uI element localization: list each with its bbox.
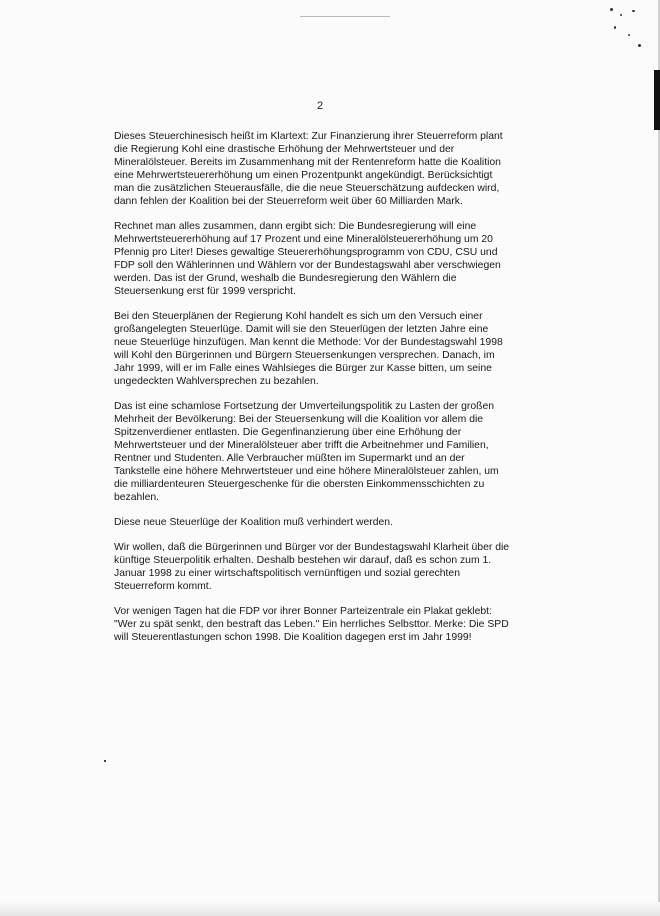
text-line: bezahlen.	[114, 492, 160, 503]
text-line: FDP soll den Wählerinnen und Wählern vor der Bundestagswahl aber verschwiegen	[114, 260, 501, 271]
scan-artifact-corner	[606, 4, 646, 54]
document-body	[114, 130, 544, 656]
text-line: Jahr 1999, will er im Falle eines Wahlsieges die Bürger zur Kasse bitten, um seine	[114, 363, 492, 374]
paragraph-3	[114, 310, 544, 388]
text-line: ungedeckten Wahlversprechen zu bezahlen.	[114, 376, 319, 387]
text-line: Bei den Steuerplänen der Regierung Kohl handelt es sich um den Versuch einer	[114, 311, 483, 322]
scan-artifact-line	[300, 16, 390, 17]
text-line: will Steuerentlastungen schon 1998. Die Koalition dagegen erst im Jahr 1999!	[114, 632, 472, 643]
text-line: Dieses Steuerchinesisch heißt im Klartext: Zur Finanzierung ihrer Steuerreform plant	[114, 131, 503, 142]
text-line: die Regierung Kohl eine drastische Erhöhung der Mehrwertsteuer und der	[114, 144, 455, 155]
text-line: werden. Das ist der Grund, weshalb die Bundesregierung den Wählern die	[114, 273, 457, 284]
page-number: 2	[316, 100, 324, 112]
text-line: Das ist eine schamlose Fortsetzung der Umverteilungspolitik zu Lasten der großen	[114, 401, 495, 412]
paragraph-7	[114, 605, 544, 644]
text-line: man die zusätzlichen Steuerausfälle, die die neue Steuerschätzung aufdecken wird,	[114, 183, 500, 194]
scan-artifact-bottom	[0, 902, 660, 916]
text-line: Januar 1998 zu einer wirtschaftspolitisch vernünftigen und sozial gerechten	[114, 568, 460, 579]
text-line: Steuersenkung erst für 1999 verspricht.	[114, 286, 296, 297]
text-line: Spitzenverdiener entlasten. Die Gegenfinanzierung über eine Erhöhung der	[114, 427, 462, 438]
scan-artifact-edge-mark	[654, 70, 660, 130]
scan-artifact-dot	[104, 760, 106, 762]
paragraph-4	[114, 400, 544, 504]
text-line: künftige Steuerpolitik erhalten. Deshalb bestehen wir darauf, daß es schon zum 1.	[114, 555, 492, 566]
paragraph-6	[114, 541, 544, 593]
text-line: Mineralölsteuer. Bereits im Zusammenhang mit der Rentenreform hatte die Koalition	[114, 157, 501, 168]
text-line: Mehrwertsteuer und der Mineralölsteuer aber trifft die Arbeitnehmer und Familien,	[114, 440, 489, 451]
text-line: dann fehlen der Koalition bei der Steuerreform weit über 60 Milliarden Mark.	[114, 196, 463, 207]
text-line: Rentner und Studenten. Alle Verbraucher müßten im Supermarkt und an der	[114, 453, 465, 464]
text-line: großangelegten Steuerlüge. Damit will sie den Steuerlügen der letzten Jahre eine	[114, 324, 489, 335]
text-line: Vor wenigen Tagen hat die FDP vor ihrer Bonner Parteizentrale ein Plakat geklebt:	[114, 606, 492, 617]
text-line: eine Mehrwertsteuererhöhung um einen Prozentpunkt angekündigt. Berücksichtigt	[114, 170, 493, 181]
text-line: Pfennig pro Liter! Dieses gewaltige Steuererhöhungsprogramm von CDU, CSU und	[114, 247, 498, 258]
text-line: Diese neue Steuerlüge der Koalition muß verhindert werden.	[114, 517, 393, 528]
text-line: Wir wollen, daß die Bürgerinnen und Bürger vor der Bundestagswahl Klarheit über die	[114, 542, 510, 553]
paragraph-2	[114, 220, 544, 298]
paragraph-1	[114, 130, 544, 208]
paragraph-5	[114, 516, 544, 529]
text-line: "Wer zu spät senkt, den bestraft das Leben." Ein herrliches Selbsttor. Merke: Die SPD	[114, 619, 509, 630]
text-line: neue Steuerlüge hinzufügen. Man kennt die Methode: Vor der Bundestagswahl 1998	[114, 337, 503, 348]
text-line: Mehrwertsteuererhöhung auf 17 Prozent und eine Mineralölsteuererhöhung um 20	[114, 234, 493, 245]
text-line: die milliardenteuren Steuergeschenke für die obersten Einkommensschichten zu	[114, 479, 485, 490]
text-line: Rechnet man alles zusammen, dann ergibt sich: Die Bundesregierung will eine	[114, 221, 477, 232]
text-line: Mehrheit der Bevölkerung: Bei der Steuersenkung will die Koalition vor allem die	[114, 414, 484, 425]
text-line: Steuerreform kommt.	[114, 581, 212, 592]
text-line: will Kohl den Bürgerinnen und Bürgern Steuersenkungen versprechen. Danach, im	[114, 350, 495, 361]
text-line: Tankstelle eine höhere Mehrwertsteuer und eine höhere Mineralölsteuer zahlen, um	[114, 466, 499, 477]
